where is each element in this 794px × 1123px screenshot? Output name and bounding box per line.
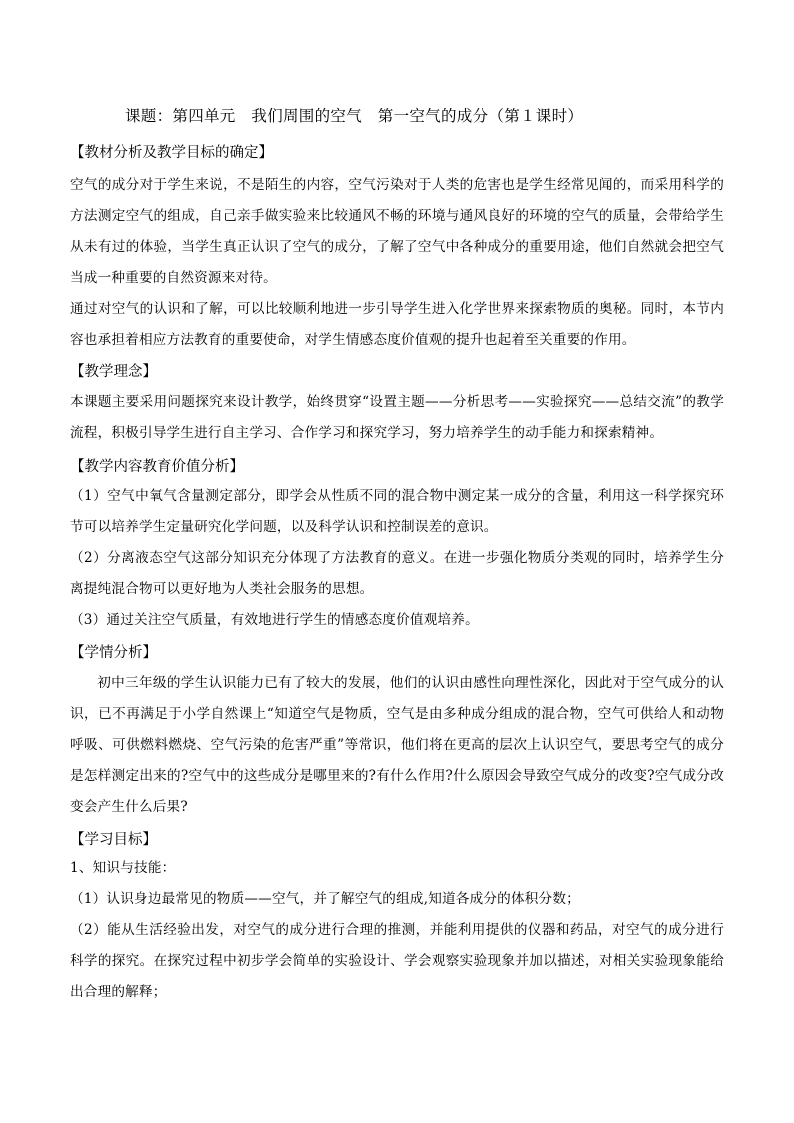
- section-heading: 【学习目标】: [70, 832, 157, 848]
- subheading: 1、知识与技能：: [70, 860, 176, 876]
- paragraph: 初中三年级的学生认识能力已有了较大的发展，他们的认识由感性向理性深化，因此对于空气成分的认识，已不再满足于小学自然课上“知道空气是物质，空气是由多种成分组成的混合物，空气可供给人和动物呼吸、可供燃料燃烧、空气污染的危害严重”等常识，他们将在更高的层次上认识空气，要思考空气的成分是怎样测定出来的?空气中的这些成分是哪里来的?有什么作用?什么原因会导致空气成分的改变?空气成分改变会产生什么后果?: [70, 675, 724, 815]
- paragraph: 空气的成分对于学生来说，不是陌生的内容，空气污染对于人类的危害也是学生经常见闻的，而采用科学的方法测定空气的组成，自己亲手做实验来比较通风不畅的环境与通风良好的环境的空气的质量，会带给学生从未有过的体验，当学生真正认识了空气的成分，了解了空气中各种成分的重要用途，他们自然就会把空气当成一种重要的自然资源来对待。: [70, 177, 724, 286]
- section-heading: 【教学内容教育价值分析】: [70, 459, 244, 475]
- section-heading: 【教材分析及教学目标的确定】: [70, 145, 273, 161]
- paragraph: 通过对空气的认识和了解，可以比较顺利地进一步引导学生进入化学世界来探索物质的奥秘。同时，本节内容也承担着相应方法教育的重要使命，对学生情感态度价值观的提升也起着至关重要的作用。: [70, 301, 724, 348]
- section-heading: 【教学理念】: [70, 364, 157, 380]
- paragraph: （2）分离液态空气这部分知识充分体现了方法教育的意义。在进一步强化物质分类观的同时，培养学生分离提纯混合物可以更好地为人类社会服务的思想。: [70, 550, 724, 597]
- paragraph: （1）认识身边最常见的物质——空气，并了解空气的组成,知道各成分的体积分数；: [70, 891, 580, 907]
- section-philosophy-body: [70, 387, 724, 449]
- section-learner-analysis-body: [70, 668, 724, 823]
- section-learning-goals: [70, 828, 724, 849]
- section-heading: 【学情分析】: [70, 645, 157, 661]
- paragraph: （2）能从生活经验出发，对空气的成分进行合理的推测，并能利用提供的仪器和药品，对空气的成分进行科学的探究。在探究过程中初步学会简单的实验设计、学会观察实验现象并加以描述，对相关实验现象能给出合理的解释；: [70, 922, 724, 1000]
- section-analysis: [70, 141, 724, 162]
- section-value-analysis-body: [70, 481, 724, 636]
- lesson-title: 课题：第四单元 我们周围的空气 第一空气的成分（第１课时）: [125, 107, 584, 125]
- paragraph: （1）空气中氧气含量测定部分，即学会从性质不同的混合物中测定某一成分的含量，利用这一科学探究环节可以培养学生定量研究化学问题，以及科学认识和控制误差的意识。: [70, 488, 724, 535]
- paragraph: （3）通过关注空气质量，有效地进行学生的情感态度价值观培养。: [70, 612, 479, 628]
- paragraph: 本课题主要采用问题探究来设计教学，始终贯穿“设置主题——分析思考——实验探究——总结交流”的教学流程，积极引导学生进行自主学习、合作学习和探究学习，努力培养学生的动手能力和探索精神。: [70, 394, 724, 441]
- section-philosophy: [70, 360, 724, 381]
- section-analysis-body: [70, 170, 724, 356]
- section-value-analysis: [70, 455, 724, 476]
- section-learning-goals-body: [70, 853, 724, 1008]
- section-learner-analysis: [70, 641, 724, 662]
